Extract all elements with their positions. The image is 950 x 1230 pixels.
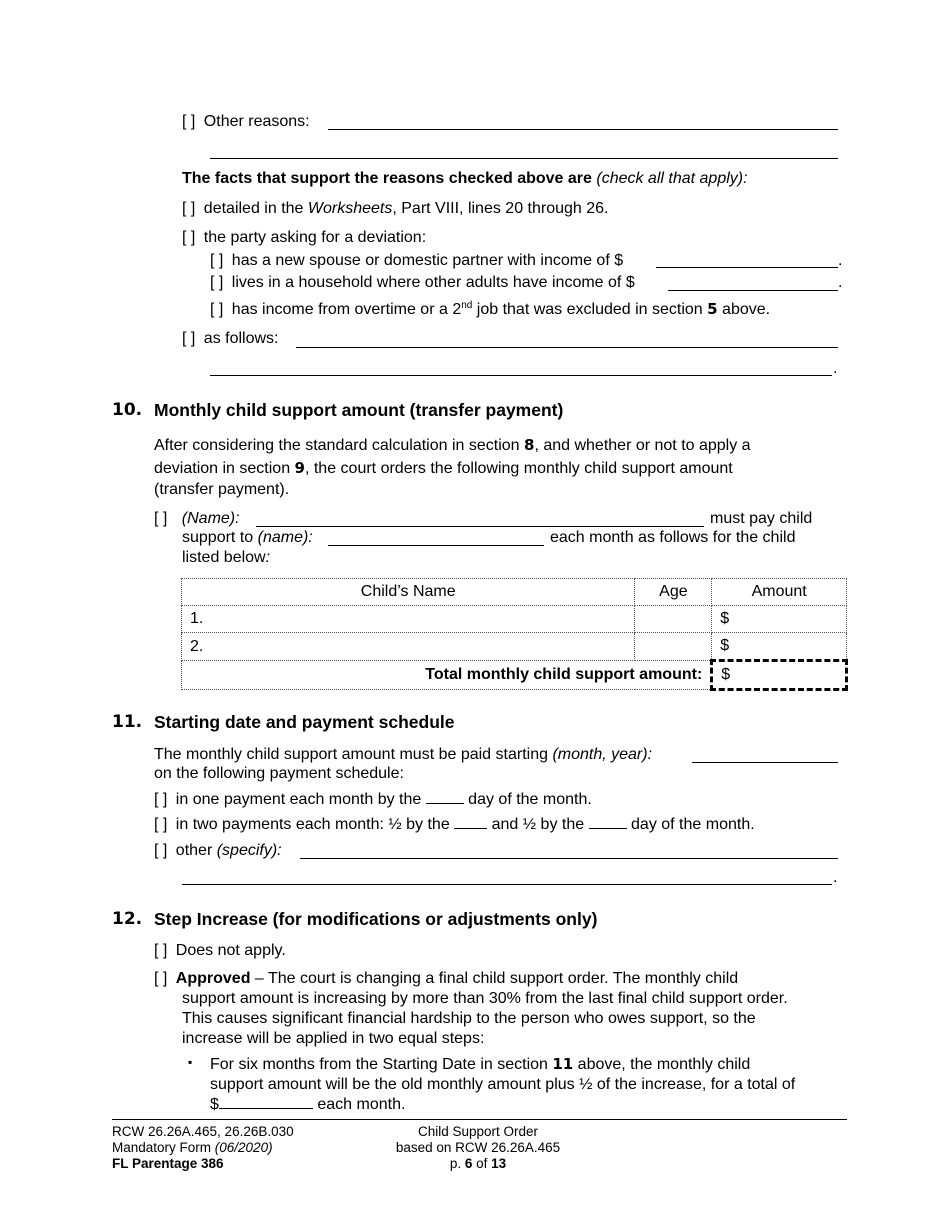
one-payment-row: [ ] in one payment each month by the day of the month.	[154, 791, 592, 808]
child-name-cell[interactable]: 2.	[182, 633, 635, 661]
other-reasons-row	[182, 113, 310, 131]
checkbox[interactable]: [ ]	[154, 842, 168, 859]
checkbox[interactable]: [ ]	[154, 816, 168, 833]
start-date-row: The monthly child support amount must be paid starting (month, year):	[154, 746, 653, 763]
as-follows-row: [ ] as follows:	[182, 330, 279, 347]
as-follows-field[interactable]	[296, 347, 838, 348]
facts-party-row: [ ] the party asking for a deviation:	[182, 229, 427, 246]
approved-row: [ ] Approved – The court is changing a final child support order. The monthly child	[154, 970, 739, 987]
payer-row: [ ] (Name):	[154, 510, 240, 527]
checkbox[interactable]: [ ]	[154, 791, 168, 808]
checkbox[interactable]: [ ]	[182, 330, 196, 347]
bullet-line1: For six months from the Starting Date in section 11 above, the monthly child	[210, 1055, 751, 1073]
footer-form-id: FL Parentage 386	[112, 1156, 224, 1171]
section-10-number: 10.	[112, 400, 143, 420]
table-row	[182, 633, 847, 661]
checkbox[interactable]: [ ]	[154, 510, 168, 527]
must-pay-text: must pay child	[710, 510, 813, 527]
section-11-title: Starting date and payment schedule	[154, 712, 455, 732]
table-row	[182, 606, 847, 633]
section-10-title: Monthly child support amount (transfer payment)	[154, 400, 564, 420]
bullet-icon: ▪	[188, 1055, 193, 1069]
total-amount-cell[interactable]: $	[712, 661, 847, 690]
child-amount-cell[interactable]: $	[712, 633, 847, 661]
other-schedule-field[interactable]	[300, 858, 838, 859]
section-12-title: Step Increase (for modifications or adjustments only)	[154, 909, 598, 929]
child-amount-cell[interactable]: $	[712, 606, 847, 633]
footer-page-number: p. 6 of 13	[449, 1156, 507, 1171]
footer-subtitle: based on RCW 26.26A.465	[395, 1140, 561, 1155]
total-label: Total monthly child support amount:	[182, 661, 712, 690]
checkbox[interactable]: [ ]	[154, 970, 168, 987]
start-date-field[interactable]	[692, 762, 838, 763]
period: .	[833, 869, 838, 886]
section-12-number: 12.	[112, 909, 143, 929]
does-not-apply-row: [ ] Does not apply.	[154, 942, 286, 959]
each-month-text: each month as follows for the child	[550, 529, 796, 546]
other-reasons-field-2[interactable]	[210, 158, 838, 159]
column-header-age: Age	[635, 579, 712, 606]
other-reasons-field[interactable]	[328, 129, 838, 130]
checkbox[interactable]: [ ]	[210, 274, 224, 291]
checkbox[interactable]: [ ]	[182, 113, 196, 130]
child-name-cell[interactable]: 1.	[182, 606, 635, 633]
other-schedule-row: [ ] other (specify):	[154, 842, 282, 859]
household-income-field[interactable]	[668, 290, 838, 291]
checkbox[interactable]: [ ]	[210, 301, 224, 318]
checkbox[interactable]: [ ]	[154, 942, 168, 959]
approved-line3: This causes significant financial hardship to the person who owes support, so the	[182, 1010, 756, 1027]
approved-line4: increase will be applied in two equal steps:	[182, 1030, 485, 1047]
column-header-amount: Amount	[712, 579, 847, 606]
child-age-cell[interactable]	[635, 633, 712, 661]
bullet-line3: $ each month.	[210, 1096, 406, 1113]
section-10-paragraph-line2: deviation in section 9, the court orders the following monthly child support amount	[154, 459, 733, 477]
new-spouse-row: [ ] has a new spouse or domestic partner with income of $	[210, 252, 624, 269]
period: .	[833, 360, 838, 377]
checkbox[interactable]: [ ]	[210, 252, 224, 269]
checkbox[interactable]: [ ]	[182, 200, 196, 217]
bullet-line2: support amount will be the old monthly amount plus ½ of the increase, for a total of	[210, 1076, 796, 1093]
checkbox[interactable]: [ ]	[182, 229, 196, 246]
period: .	[838, 274, 843, 291]
household-row: [ ] lives in a household where other adults have income of $	[210, 274, 635, 291]
footer-rcw: RCW 26.26A.465, 26.26B.030	[112, 1124, 294, 1139]
step-total-field[interactable]	[219, 1108, 313, 1109]
two-payments-row: [ ] in two payments each month: ½ by the and ½ by the day of the month.	[154, 816, 755, 833]
footer-center	[378, 1124, 578, 1172]
listed-below-text: listed below:	[182, 549, 271, 566]
facts-worksheets-row: [ ] detailed in the Worksheets, Part VIII, lines 20 through 26.	[182, 200, 609, 217]
child-support-table	[181, 578, 848, 691]
footer-mandatory-form: Mandatory Form (06/2020)	[112, 1140, 273, 1155]
as-follows-field-2[interactable]	[210, 375, 832, 376]
overtime-row: [ ] has income from overtime or a 2nd job that was excluded in section 5 above.	[210, 300, 771, 318]
other-schedule-field-2[interactable]	[182, 884, 832, 885]
child-age-cell[interactable]	[635, 606, 712, 633]
period: .	[838, 252, 843, 269]
payee-name-field[interactable]	[328, 545, 544, 546]
approved-line2: support amount is increasing by more than 30% from the last final child support order.	[182, 990, 788, 1007]
footer-divider	[112, 1119, 847, 1120]
schedule-intro: on the following payment schedule:	[154, 765, 404, 782]
first-day-field[interactable]	[454, 828, 487, 829]
table-header-row	[182, 579, 847, 606]
facts-heading: The facts that support the reasons checked above are (check all that apply):	[182, 170, 748, 187]
column-header-childs-name: Child’s Name	[182, 579, 635, 606]
payer-name-field[interactable]	[256, 526, 704, 527]
section-11-number: 11.	[112, 712, 143, 732]
table-total-row	[182, 661, 847, 690]
footer-left	[112, 1124, 294, 1172]
support-to-row: support to (name):	[182, 529, 313, 546]
second-day-field[interactable]	[589, 828, 627, 829]
day-field[interactable]	[426, 803, 464, 804]
footer-title: Child Support Order	[417, 1124, 539, 1139]
new-spouse-income-field[interactable]	[656, 267, 838, 268]
section-10-paragraph-line3: (transfer payment).	[154, 481, 290, 498]
section-10-paragraph-line1: After considering the standard calculation in section 8, and whether or not to apply a	[154, 436, 751, 454]
other-reasons-label: Other reasons:	[203, 113, 310, 130]
